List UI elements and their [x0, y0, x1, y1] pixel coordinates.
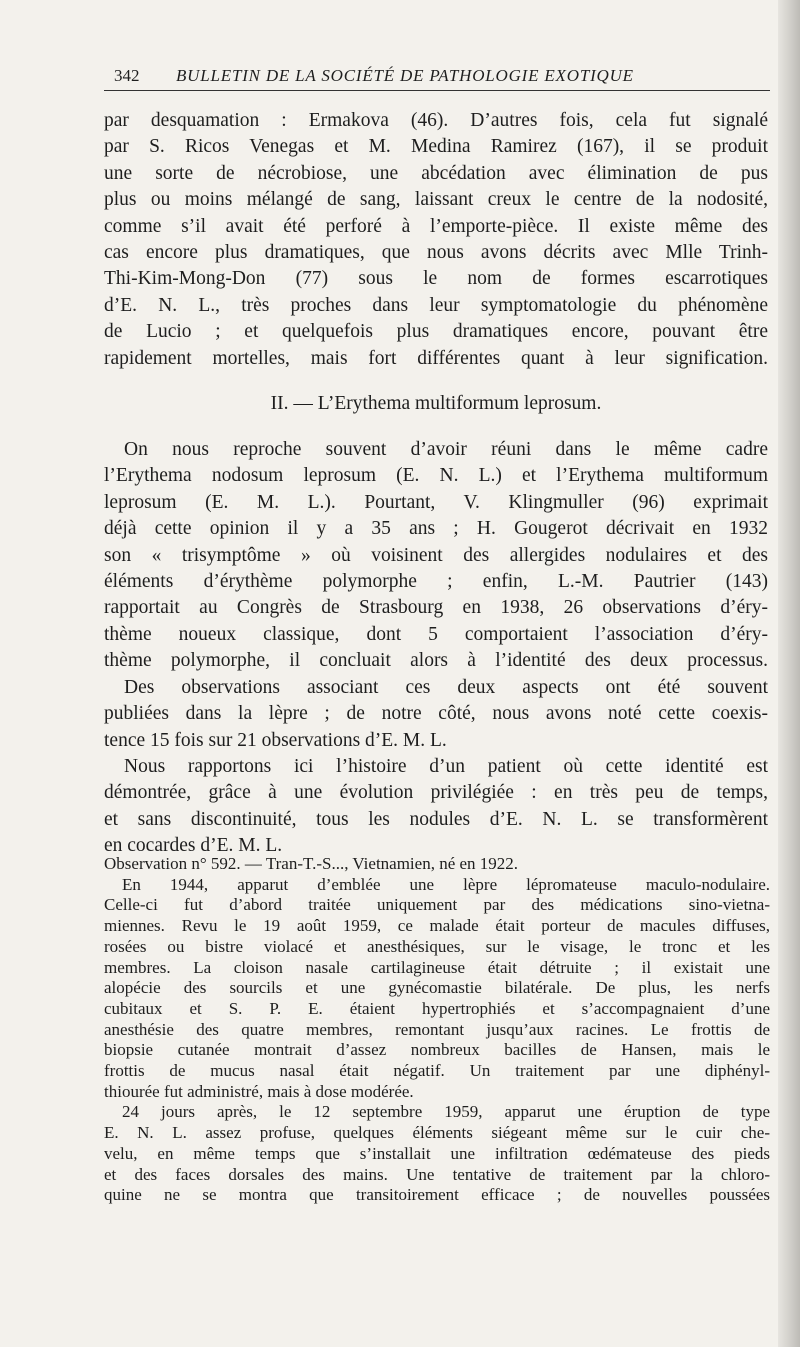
text-line: l’Erythema nodosum leprosum (E. N. L.) et l’Erythema multiformum [104, 465, 768, 487]
text-line: par desquamation : Ermakova (46). D’autres fois, cela fut signalé [104, 110, 768, 131]
paragraph-3 [104, 675, 768, 754]
text-line: par S. Ricos Venegas et M. Medina Ramirez (167), il se produit [104, 136, 768, 158]
text-line: miennes. Revu le 19 août 1959, ce malade était porteur de macules diffuses, [104, 916, 770, 936]
observation-title: Observation n° 592. — Tran-T.-S..., Vietnamien, né en 1922. [104, 854, 519, 873]
text-line: tence 15 fois sur 21 observations d’E. M. L. [104, 729, 447, 751]
text-line: rosées ou bistre violacé et anesthésiques, sur le visage, le tronc et les [104, 936, 770, 956]
text-line: Nous rapportons ici l’histoire d’un patient où cette identité est [124, 756, 768, 777]
page-number: 342 [114, 66, 140, 85]
text-line: plus ou moins mélangé de sang, laissant creux le centre de la nodosité, [104, 189, 768, 211]
text-line: démontrée, grâce à une évolution privilégiée : en très peu de temps, [104, 782, 768, 804]
text-line: cas encore plus dramatiques, que nous avons décrits avec Mlle Trinh- [104, 242, 768, 264]
page-edge-shadow [778, 0, 800, 1347]
text-line: déjà cette opinion il y a 35 ans ; H. Gougerot décrivait en 1932 [104, 518, 768, 540]
text-line: alopécie des sourcils et une gynécomastie bilatérale. De plus, les nerfs [104, 978, 770, 998]
text-line: thème polymorphe, il concluait alors à l’identité des deux processus. [104, 650, 768, 672]
paragraph-2 [104, 437, 768, 675]
text-line: d’E. N. L., très proches dans leur symptomatologie du phénomène [104, 294, 768, 316]
text-line: une sorte de nécrobiose, une abcédation avec élimination de pus [104, 162, 768, 184]
text-line: de Lucio ; et quelquefois plus dramatiques encore, pouvant être [104, 321, 768, 343]
text-line: velu, en même temps que s’installait une infiltration œdémateuse des pieds [104, 1143, 770, 1163]
text-line: En 1944, apparut d’emblée une lèpre lépromateuse maculo-nodulaire. [122, 874, 770, 894]
text-line: comme s’il avait été perforé à l’emporte-pièce. Il existe même des [104, 215, 768, 237]
text-line: en cocardes d’E. M. L. [104, 835, 283, 857]
text-line: cubitaux et S. P. E. étaient hypertrophiés et s’accompagnaient d’une [104, 998, 770, 1018]
text-line: E. N. L. assez profuse, quelques éléments siégeant même sur le cuir che- [104, 1123, 770, 1143]
paragraph-4 [104, 754, 768, 860]
text-line: 24 jours après, le 12 septembre 1959, apparut une éruption de type [122, 1102, 770, 1122]
text-line: On nous reproche souvent d’avoir réuni dans le même cadre [124, 439, 768, 460]
observation-block [104, 854, 770, 1206]
text-line: Thi-Kim-Mong-Don (77) sous le nom de formes escarrotiques [104, 268, 768, 290]
text-line: thiourée fut administré, mais à dose modérée. [104, 1081, 414, 1101]
text-line: anesthésie des quatre membres, remontant jusqu’aux racines. Le frottis de [104, 1019, 770, 1039]
running-header [104, 62, 770, 91]
text-line: leprosum (E. M. L.). Pourtant, V. Klingmuller (96) exprimait [104, 491, 768, 513]
text-line: thème noueux classique, dont 5 comportaient l’association d’éry- [104, 623, 768, 645]
text-line: Celle-ci fut d’abord traitée uniquement par des médications sino-vietna- [104, 895, 770, 915]
text-line: frottis de mucus nasal était négatif. Un traitement par une diphényl- [104, 1061, 770, 1081]
text-line: son « trisymptôme » où voisinent des allergides nodulaires et des [104, 544, 768, 566]
text-line: et des faces dorsales des mains. Une tentative de traitement par la chloro- [104, 1164, 770, 1184]
section-heading: II. — L’Erythema multiformum leprosum. [270, 393, 602, 414]
text-line: et sans discontinuité, tous les nodules d’E. N. L. se transformèrent [104, 808, 768, 830]
paragraph-1 [104, 108, 768, 372]
text-line: rapidement mortelles, mais fort différentes quant à leur signification. [104, 347, 768, 369]
text-line: biopsie cutanée montrait d’assez nombreux bacilles de Hansen, mais le [104, 1040, 770, 1060]
running-title: BULLETIN DE LA SOCIÉTÉ DE PATHOLOGIE EXOTIQUE [176, 66, 634, 85]
text-line: éléments d’érythème polymorphe ; enfin, L.-M. Pautrier (143) [104, 571, 768, 593]
text-line: Des observations associant ces deux aspects ont été souvent [124, 677, 768, 698]
text-line: rapportait au Congrès de Strasbourg en 1938, 26 observations d’éry- [104, 597, 768, 619]
text-line: publiées dans la lèpre ; de notre côté, nous avons noté cette coexis- [104, 703, 768, 725]
text-line: membres. La cloison nasale cartilagineuse était détruite ; il existait une [104, 957, 770, 977]
text-line: quine ne se montra que transitoirement efficace ; de nouvelles poussées [104, 1185, 770, 1205]
